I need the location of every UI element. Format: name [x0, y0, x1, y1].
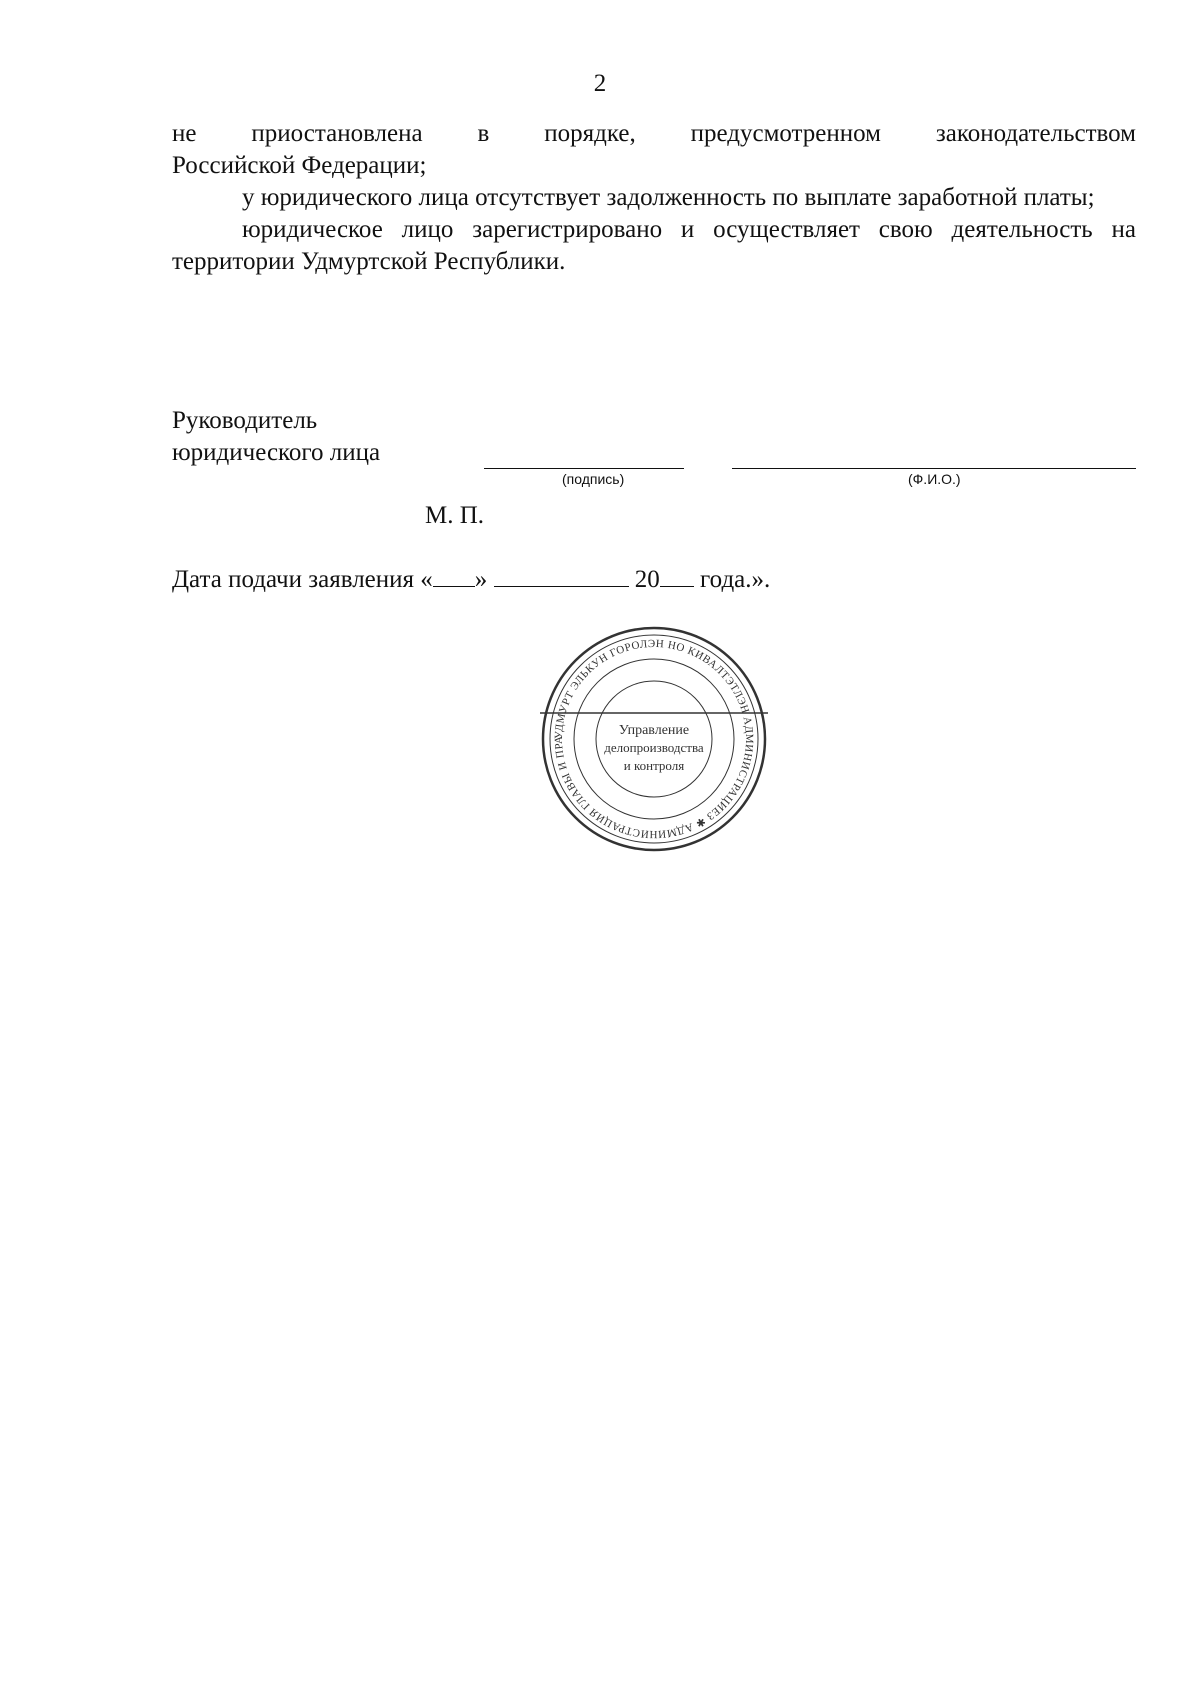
- paragraph-1-line-1: [172, 118, 1136, 150]
- date-quote-close: »: [474, 566, 488, 593]
- date-prefix: Дата подачи заявления «: [172, 566, 433, 593]
- official-seal: [540, 625, 768, 853]
- word: законодательством: [935, 120, 1136, 147]
- seal-inner-ring: [574, 659, 734, 819]
- signatory-title-line-2: юридического лица: [172, 439, 381, 466]
- seal-center-line-1: Управление: [618, 723, 690, 738]
- paragraph-1-line-2: Российской Федерации;: [172, 152, 427, 179]
- page-number: 2: [593, 70, 607, 97]
- signatory-title-line-1: Руководитель: [172, 407, 318, 434]
- signature-caption: (подпись): [562, 471, 625, 487]
- month-blank: [494, 566, 629, 587]
- word: предусмотренном: [690, 120, 881, 147]
- word: не: [172, 120, 197, 147]
- seal-graphic: [540, 625, 768, 853]
- day-blank: [433, 566, 475, 587]
- paragraph-3: юридическое лицо зарегистрировано и осуществляет свою деятельность на территории Удмуртской Республики.: [172, 216, 1136, 275]
- seal-center-line-2: делопроизводства: [604, 740, 704, 755]
- seal-ring: [550, 635, 758, 843]
- seal-center-line-3: и контроля: [623, 758, 685, 773]
- body-text: [172, 118, 1136, 278]
- fio-caption: (Ф.И.О.): [908, 471, 961, 487]
- application-date-line: [172, 566, 770, 594]
- word: порядке,: [544, 120, 636, 147]
- date-suffix: года.».: [700, 566, 771, 593]
- paragraph-2: у юридического лица отсутствует задолженность по выплате заработной платы;: [242, 184, 1095, 211]
- word: в: [477, 120, 490, 147]
- word: приостановлена: [251, 120, 423, 147]
- seal-center-ring: [596, 681, 712, 797]
- fio-line: [732, 468, 1136, 469]
- year-prefix: 20: [634, 566, 660, 593]
- stamp-place-label: М. П.: [425, 502, 485, 529]
- seal-outer-ring: [543, 628, 765, 850]
- year-blank: [660, 566, 694, 587]
- signature-line: [484, 468, 684, 469]
- seal-outer-text: УДМУРТ ЭЛЬКУН ГОРОЛЭН НО КИВАЛТЭТЛЭН АДМИНИСТРАЦИЕЗ ✱ АДМИНИСТРАЦИЯ ГЛАВЫ И ПРА: [552, 637, 756, 841]
